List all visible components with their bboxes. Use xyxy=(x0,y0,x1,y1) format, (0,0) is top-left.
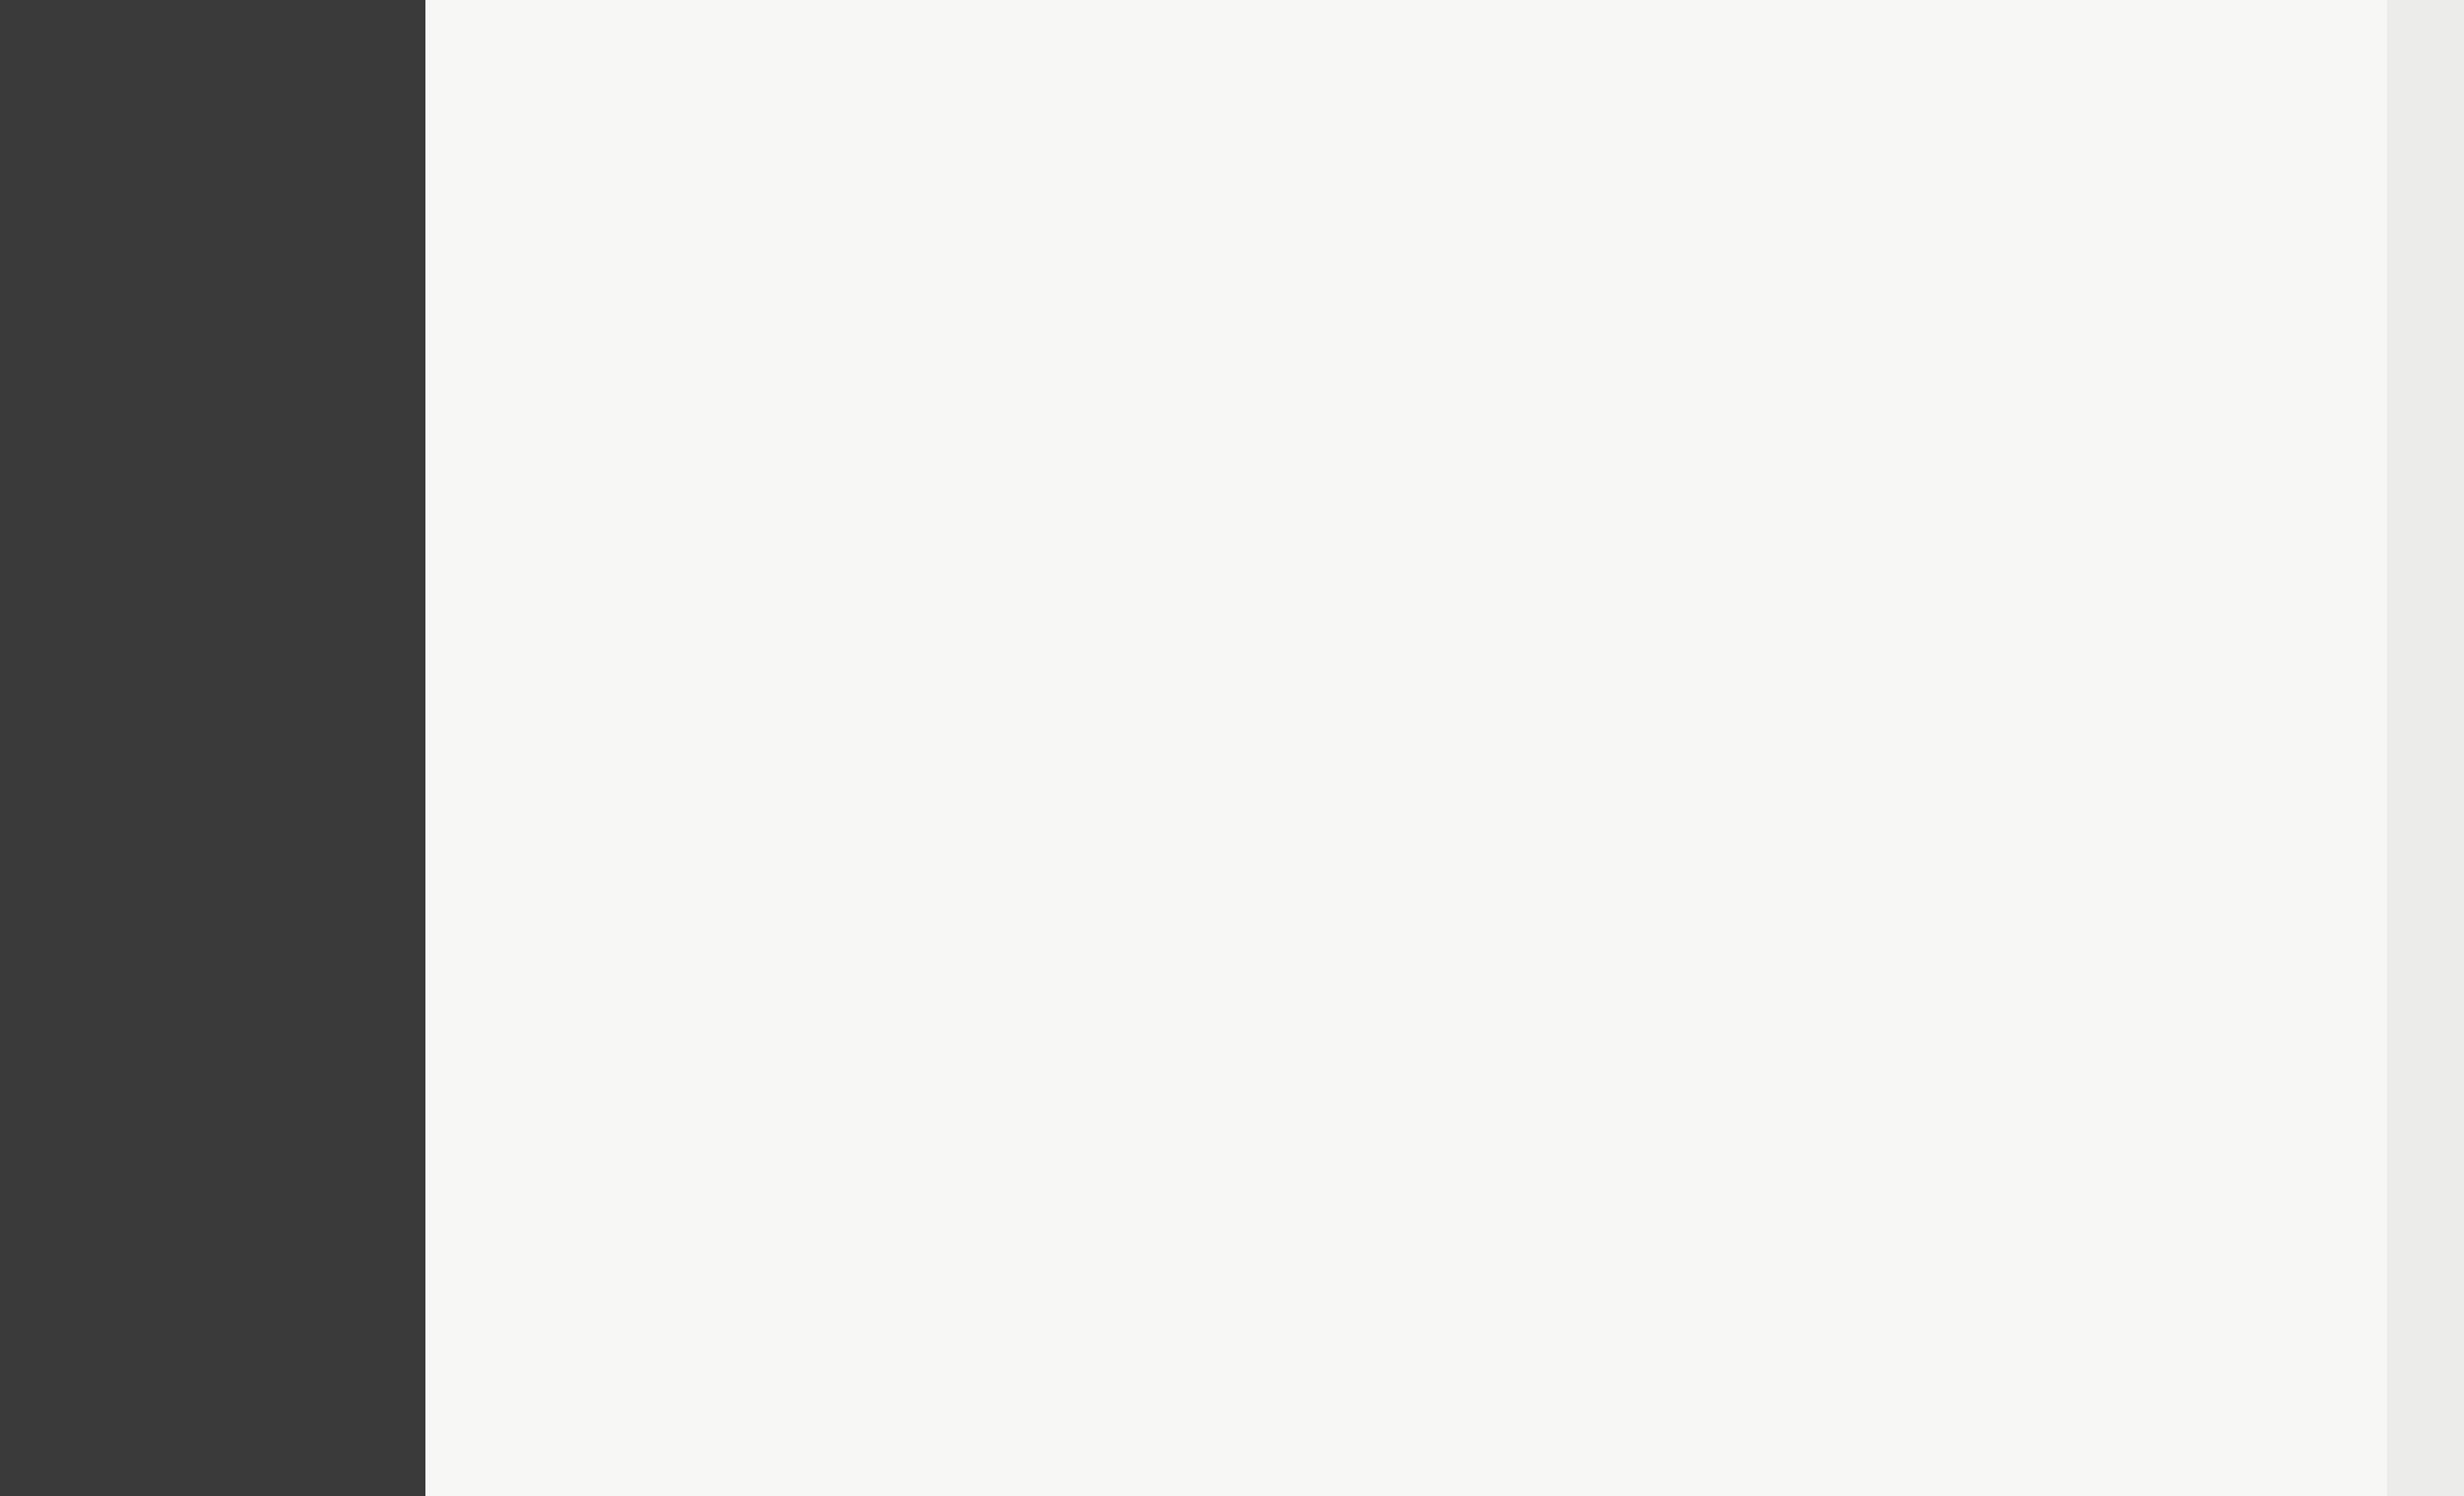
scan-shadow xyxy=(2387,0,2464,1496)
page-title xyxy=(531,48,545,76)
pedigree-sheet xyxy=(425,0,2464,1496)
